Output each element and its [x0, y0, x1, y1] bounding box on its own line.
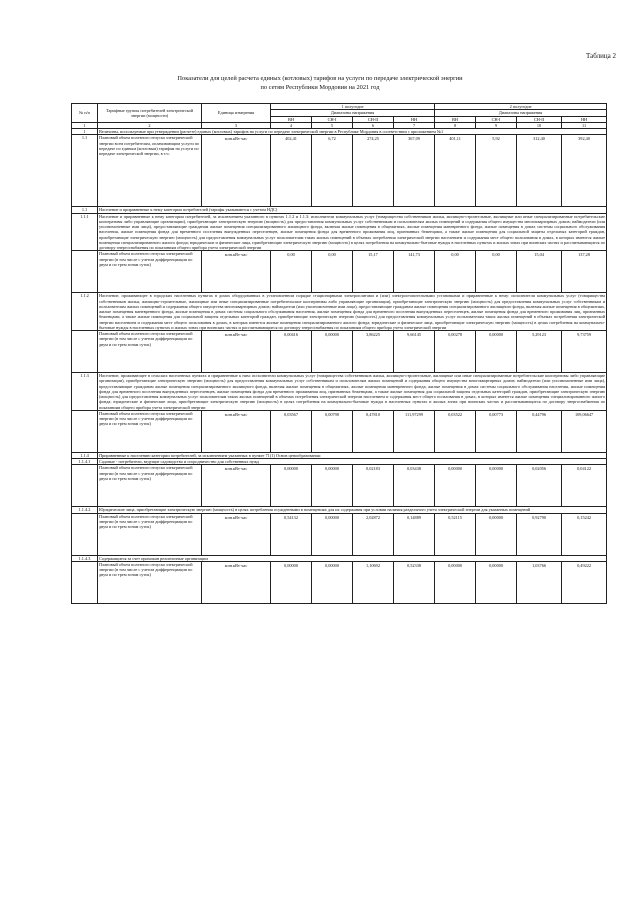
- header-unit: Единица измерения: [202, 104, 271, 123]
- value-cell: 0,03522: [435, 410, 476, 452]
- value-cell: 0,52338: [394, 561, 435, 603]
- value-cell: 0,03438: [394, 465, 435, 507]
- header-num: № п/п: [72, 104, 98, 123]
- value-cell: 0,02056: [517, 465, 562, 507]
- section-text: Население, проживающее в сельских населенных пунктах и приравненные к ним: исполнители коммунальных услуг (товарищества собственников жилья, жилищно-строительные, жилищные или иные специализированные потребительские кооперативы либо управляющие организации), приобретающие электрическую энергию (мощность) для предоставления коммунальных услуг собственникам и пользователям жилых помещений и содержания общего имущества многоквартирных домов; наймодатели (или уполномоченные ими лица), предоставляющие гражданам жилые помещения специализированного жилищного фонда, включая жилые помещения в общежитиях, жилые помещения маневренного фонда, жилые помещения в домах системы социального обслуживания населения, жилые помещения фонда для временного поселения вынужденных переселенцев, жилые помещения фонда для временного проживания лиц, признанных беженцами, а также жилые помещения для социальной защиты отдельных категорий граждан, приобретающие электрическую энергию (мощность) для предоставления коммунальных услуг пользователям таких жилых помещений в объемах потребления электрической энергии населением и содержания мест общего пользования в домах, в которых имеются жилые помещения специализированного жилого фонда; юридические и физические лица, приобретающие электрическую энергию (мощность) в целях потребления на коммунально-бытовые нужды в населенных пунктах и жилых зонах при воинских частях и рассчитывающиеся по договору энергоснабжения по показаниям общего прибора учета электрической энергии: [99, 373, 606, 410]
- data-row: [72, 561, 607, 603]
- value-cell: 0,00: [312, 251, 353, 293]
- value-cell: 274,25: [353, 135, 394, 207]
- row-unit: млн.кВт·час: [202, 331, 271, 373]
- row-number: 1.1.4.1: [72, 459, 98, 465]
- header-half-1: 1 полугодие: [271, 104, 435, 110]
- level-vn-1: ВН: [271, 116, 312, 122]
- value-cell: 0,00000: [271, 465, 312, 507]
- col-num: 6: [353, 122, 394, 128]
- header-group: Тарифные группы потребителей электрической энергии (мощности): [98, 104, 202, 123]
- row-label: Плановый объем полезного отпуска электрической энергии (в том числе с учетом дифференциации по двум и по трем зонам суток): [98, 410, 202, 452]
- data-row: [72, 135, 607, 207]
- level-nn-1: НН: [394, 116, 435, 122]
- row-label: Плановый объем полезного отпуска электрической энергии (в том числе с учетом дифференциации по двум и по трем зонам суток): [98, 251, 202, 293]
- value-cell: 0,00773: [476, 410, 517, 452]
- value-cell: 0,00416: [271, 331, 312, 373]
- row-number: 1.1.2: [72, 293, 98, 331]
- value-cell: 367,09: [394, 135, 435, 207]
- row-number: 1.1: [72, 135, 98, 207]
- col-num: 9: [476, 122, 517, 128]
- header-ranges-2: Диапазоны напряжения: [435, 110, 607, 116]
- data-row: [72, 251, 607, 293]
- value-cell: 0,00000: [476, 465, 517, 507]
- col-num: 8: [435, 122, 476, 128]
- value-cell: 0,92790: [517, 513, 562, 555]
- section-row: [72, 293, 607, 331]
- value-cell: 0,00000: [271, 561, 312, 603]
- value-cell: 141,73: [394, 251, 435, 293]
- level-sn2-2: СН-II: [517, 116, 562, 122]
- document-title: [60, 74, 580, 92]
- row-label: Плановый объем полезного отпуска электрической энергии всем потребителям, оплачивающим услуги по передаче по единым (котловым) тарифам на услуги по передаче электрической энергии, в т.ч.: [98, 135, 202, 207]
- row-number-empty: [72, 513, 98, 555]
- row-number-empty: [72, 410, 98, 452]
- header-half-2: 2 полугодие: [435, 104, 607, 110]
- header-ranges-1: Диапазоны напряжения: [271, 110, 435, 116]
- row-number: 1.1.4.2: [72, 507, 98, 513]
- row-unit: млн.кВт·час: [202, 410, 271, 452]
- value-cell: 1,03766: [517, 561, 562, 603]
- col-num: 3: [202, 122, 271, 128]
- row-unit: млн.кВт·час: [202, 251, 271, 293]
- row-number: 1.1.1: [72, 213, 98, 251]
- data-row: [72, 513, 607, 555]
- level-sn1-2: СН-I: [476, 116, 517, 122]
- col-num: 2: [98, 122, 202, 128]
- value-cell: 0,44796: [517, 410, 562, 452]
- title-line-2: по сетям Республики Мордовия на 2021 год: [260, 84, 380, 91]
- col-num: 5: [312, 122, 353, 128]
- value-cell: 0,15242: [562, 513, 607, 555]
- value-cell: 0,03567: [271, 410, 312, 452]
- value-cell: 0,00000: [312, 561, 353, 603]
- value-cell: 0,00798: [312, 410, 353, 452]
- row-label: Плановый объем полезного отпуска электрической энергии (в том числе с учетом дифференциации по двум и по трем зонам суток): [98, 513, 202, 555]
- tariff-table: [71, 103, 607, 604]
- row-number-empty: [72, 331, 98, 373]
- level-vn-2: ВН: [435, 116, 476, 122]
- value-cell: 0,00278: [435, 331, 476, 373]
- value-cell: 402,41: [271, 135, 312, 207]
- level-nn-2: НН: [562, 116, 607, 122]
- row-number-empty: [72, 561, 98, 603]
- section-text: Население и приравненные к нему категории потребителей (тарифы указываются с учетом НДС): [98, 207, 607, 213]
- row-unit: млн.кВт·час: [202, 513, 271, 555]
- value-cell: 401,11: [435, 135, 476, 207]
- level-sn2-1: СН-II: [353, 116, 394, 122]
- value-cell: 0,00000: [312, 465, 353, 507]
- value-cell: 392,40: [562, 135, 607, 207]
- value-cell: 0,00: [271, 251, 312, 293]
- value-cell: 6,72: [312, 135, 353, 207]
- value-cell: 0,52115: [435, 513, 476, 555]
- col-num: 1: [72, 122, 98, 128]
- row-number-empty: [72, 251, 98, 293]
- row-number: 1.1.3: [72, 373, 98, 411]
- value-cell: 0,47810: [353, 410, 394, 452]
- section-text: Величины, используемые при утверждении (расчете) единых (котловых) тарифов на услуги по передаче электрической энергии в Республике Мордовия в соответствии с приложением №1: [98, 129, 607, 135]
- value-cell: 137,28: [562, 251, 607, 293]
- row-number: 1.1: [72, 207, 98, 213]
- value-cell: 0,00000: [312, 513, 353, 555]
- value-cell: 0,00000: [476, 513, 517, 555]
- row-unit: млн.кВт·час: [202, 465, 271, 507]
- value-cell: 109,06647: [562, 410, 607, 452]
- value-cell: 5,29123: [517, 331, 562, 373]
- section-text: Население и приравненные к нему категории потребителей, за исключением указанного в пунктах 1.1.2 и 1.1.3: исполнители коммунальных услуг (товарищества собственников жилья, жилищно-строительные, жилищные или иные специализированные потребительские кооперативы либо управляющие организации), приобретающие электрическую энергию (мощность) для предоставления коммунальных услуг собственникам и пользователям жилых помещений и содержания общего имущества многоквартирных домов; наймодатели (или уполномоченные ими лица), предоставляющие гражданам жилые помещения специализированного жилищного фонда, включая жилые помещения в общежитиях, жилые помещения маневренного фонда, жилые помещения в домах системы социального обслуживания населения, жилые помещения фонда для временного поселения вынужденных переселенцев, жилые помещения фонда для временного проживания лиц, признанных беженцами, а также жилые помещения для социальной защиты отдельных категорий граждан, приобретающие электрическую энергию (мощность) для предоставления коммунальных услуг пользователям таких жилых помещений в объемах потребления электрической энергии населением и содержания мест общего пользования в домах, в которых имеются жилые помещения специализированного жилого фонда; юридические и физические лица, приобретающие электрическую энергию (мощность) в целях потребления на коммунально-бытовые нужды в населенных пунктах и жилых зонах при воинских частях и рассчитывающиеся по договору энергоснабжения по показаниям общего прибора учета электрической энергии: [99, 213, 606, 250]
- row-label: Плановый объем полезного отпуска электрической энергии (в том числе с учетом дифференциации по двум и по трем зонам суток): [98, 561, 202, 603]
- value-cell: 0,04122: [562, 465, 607, 507]
- value-cell: 5,92: [476, 135, 517, 207]
- section-text: Приравненные к населению категории потребителей, за исключением указанных в пункте 71(1) Основ ценообразования:: [98, 452, 607, 458]
- row-number-empty: [72, 465, 98, 507]
- value-cell: 0,00000: [476, 331, 517, 373]
- value-cell: 111,97299: [394, 410, 435, 452]
- section-text: Юридические лица, приобретающие электрическую энергию (мощность) в целях потребления осужденными в помещениях для их содержания при условии наличия раздельного учета электрической энергии для указанных помещений: [98, 507, 607, 513]
- level-sn1-1: СН-I: [312, 116, 353, 122]
- value-cell: 9,66145: [394, 331, 435, 373]
- section-text: Население, проживающее в городских населенных пунктах в домах оборудованных в установленном порядке стационарными электроплитами и (или) электроотопительными установками и приравненные к нему: исполнители коммунальных услуг (товарищества собственников жилья, жилищно-строительные, жилищные или иные специализированные потребительские кооперативы либо управляющие организации), приобретающие электрическую энергию (мощность) для предоставления коммунальных услуг собственникам и пользователям жилых помещений и содержания общего имущества многоквартирных домов; наймодатели (или уполномоченные ими лица), предоставляющие гражданам жилые помещения специализированного жилищного фонда, включая жилые помещения в общежитиях, жилые помещения маневренного фонда, жилые помещения в домах системы социального обслуживания населения, жилые помещения фонда для временного поселения вынужденных переселенцев, жилые помещения фонда для временного проживания лиц, признанных беженцами, а также жилые помещения для социальной защиты отдельных категорий граждан, приобретающие электрическую энергию (мощность) для предоставления коммунальных услуг пользователям таких жилых помещений в объемах потребления электрической энергии населением и содержания мест общего пользования в домах, в которых имеются жилые помещения специализированного жилого фонда; юридические и физические лица, приобретающие электрическую энергию (мощность) в целях потребления на коммунально-бытовые нужды в населенных пунктах и жилых зонах при воинских частях и рассчитывающиеся по договору энергоснабжения по показаниям общего прибора учета электрической энергии: [99, 293, 606, 330]
- title-line-1: Показатели для целей расчета единых (котловых) тарифов на услуги по передаче электрической энергии: [177, 75, 463, 82]
- col-num: 4: [271, 122, 312, 128]
- section-text: Садовые - потребители, ведущие садоводство и огородничество для собственных нужд: [98, 459, 607, 465]
- row-number: 1: [72, 129, 98, 135]
- value-cell: 0,00: [476, 251, 517, 293]
- row-number: 1.1.4: [72, 452, 98, 458]
- value-cell: 0,00000: [435, 561, 476, 603]
- value-cell: 0,49222: [562, 561, 607, 603]
- value-cell: 0,54132: [271, 513, 312, 555]
- value-cell: 3,86225: [353, 331, 394, 373]
- value-cell: 0,14889: [394, 513, 435, 555]
- section-row: [72, 507, 607, 513]
- value-cell: 0,00000: [312, 331, 353, 373]
- value-cell: 9,73759: [562, 331, 607, 373]
- data-row: [72, 465, 607, 507]
- value-cell: 0,00000: [435, 465, 476, 507]
- row-number: 1.1.4.3: [72, 555, 98, 561]
- value-cell: 0,00000: [476, 561, 517, 603]
- section-row: [72, 373, 607, 411]
- value-cell: 15,17: [353, 251, 394, 293]
- value-cell: 1,10692: [353, 561, 394, 603]
- row-label: Плановый объем полезного отпуска электрической энергии (в том числе с учетом дифференциации по двум и по трем зонам суток): [98, 465, 202, 507]
- col-num: 7: [394, 122, 435, 128]
- value-cell: 2,02872: [353, 513, 394, 555]
- data-row: [72, 331, 607, 373]
- data-row: [72, 410, 607, 452]
- row-unit: млн.кВт·час: [202, 561, 271, 603]
- value-cell: 312,40: [517, 135, 562, 207]
- col-num: 10: [517, 122, 562, 128]
- value-cell: 0,00: [435, 251, 476, 293]
- col-num: 11: [562, 122, 607, 128]
- row-label: Плановый объем полезного отпуска электрической энергии (в том числе с учетом дифференциации по двум и по трем зонам суток): [98, 331, 202, 373]
- value-cell: 0,02183: [353, 465, 394, 507]
- row-unit: млн.кВт·час: [202, 135, 271, 207]
- table-label: Таблица 2: [586, 52, 616, 60]
- section-row: [72, 213, 607, 251]
- section-text: Содержащиеся за счет прихожан религиозные организации: [98, 555, 607, 561]
- value-cell: 15,04: [517, 251, 562, 293]
